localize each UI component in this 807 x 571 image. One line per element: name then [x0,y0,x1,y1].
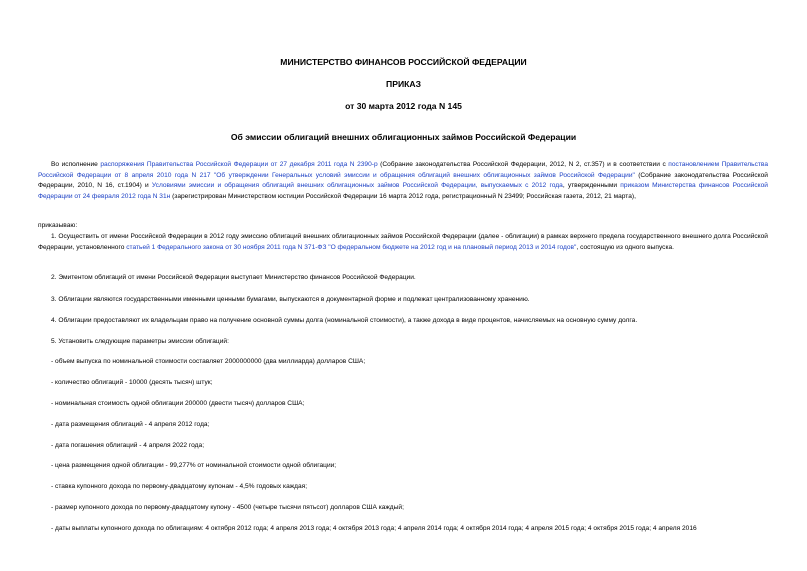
date-number-heading: от 30 марта 2012 года N 145 [345,101,462,111]
document-title: Об эмиссии облигаций внешних облигационных займов Российской Федерации [230,132,577,142]
item-4: 4. Облигации предоставляют их владельцам право на получение основной суммы долга (номинальной стоимости), а также дохода в виде процентов, начисляемых на основную сумму долга. [51,317,638,324]
param-coupon-rate: - ставка купонного дохода по первому-двадцатому купонам - 4,5% годовых каждая; [51,483,308,490]
link-minfin-order[interactable]: приказом Министерства финансов Российской Федерации от 24 февраля 2012 года N 31н [38,182,768,200]
item-3: 3. Облигации являются государственными именными ценными бумагами, выпускаются в документарной форме и подлежат централизованному хранению. [51,296,530,303]
preamble-text-5: (зарегистрирован Министерством юстиции Российской Федерации 16 марта 2012 года, регистрационный N 23499; Российская газета, 2012, 21 марта), [170,192,636,200]
link-emission-conditions[interactable]: Условиями эмиссии и обращения облигаций внешних облигационных займов Российской Федерации, выпускаемых с 2012 года [151,182,563,190]
order-word: приказываю: [38,222,78,229]
preamble-text-2: (Собрание законодательства Российской Федерации, 2012, N 2, ст.357) и в соответствии с [377,161,669,168]
item-1-text-1: 1. Осуществить от имени Российской Федерации в 2012 году эмиссию облигаций внешних облигационных займов Российской Федерации (далее - облигации) в рамках верхнего предела государственного внешнего долга Российской Федерации, установленного [38,233,768,251]
param-price: - цена размещения одной облигации - 99,277% от номинальной стоимости одной облигации; [51,462,337,469]
item-1-text-2: , состоящую из одного выпуска. [576,243,674,251]
item-5: 5. Установить следующие параметры эмиссии облигаций: [51,338,229,345]
preamble-text-4: , утвержденными [562,182,621,190]
item-2: 2. Эмитентом облигаций от имени Российской Федерации выступает Министерство финансов Российской Федерации. [51,274,416,281]
ministry-heading: МИНИСТЕРСТВО ФИНАНСОВ РОССИЙСКОЙ ФЕДЕРАЦИИ [280,57,527,67]
param-placement-date: - дата размещения облигаций - 4 апреля 2012 года; [51,421,210,428]
preamble-text-1: Во исполнение [51,161,101,168]
link-federal-law[interactable]: статьей 1 Федерального закона от 30 ноября 2011 года N 371-ФЗ "О федеральном бюджете на 2012 год и на плановый период 2013 и 2014 годов" [126,243,577,251]
param-quantity: - количество облигаций - 10000 (десять тысяч) штук; [51,379,213,386]
param-volume: - объем выпуска по номинальной стоимости составляет 2000000000 (два миллиарда) долларов США; [51,358,366,365]
param-coupon-dates: - даты выплаты купонного дохода по облигациям: 4 октября 2012 года; 4 апреля 2013 года; 4 октября 2013 года; 4 апреля 2014 года; 4 октября 2014 года; 4 апреля 2015 года; 4 октября 2015 года; 4 апреля 2016 [51,525,697,532]
param-nominal: - номинальная стоимость одной облигации 200000 (двести тысяч) долларов США; [51,400,305,407]
link-government-order[interactable]: распоряжения Правительства Российской Федерации от 27 декабря 2011 года N 2390-р [100,161,378,168]
param-maturity-date: - дата погашения облигаций - 4 апреля 2022 года; [51,442,205,449]
preamble-paragraph [38,160,768,202]
param-coupon-amount: - размер купонного дохода по первому-двадцатому купону - 4500 (четыре тысячи пятьсот) долларов США каждый; [51,504,404,511]
item-1-paragraph [38,232,768,253]
doc-type-heading: ПРИКАЗ [386,79,421,89]
preamble-text-3: (Собрание законодательства Российской Федерации, 2010, N 16, ст.1904) и [38,171,768,190]
link-government-resolution[interactable]: постановлением Правительства Российской Федерации от 8 апреля 2010 года N 217 "Об утверждении Генеральных условий эмиссии и обращения облигаций внешних облигационных займов Российской Федерации" [38,161,769,179]
